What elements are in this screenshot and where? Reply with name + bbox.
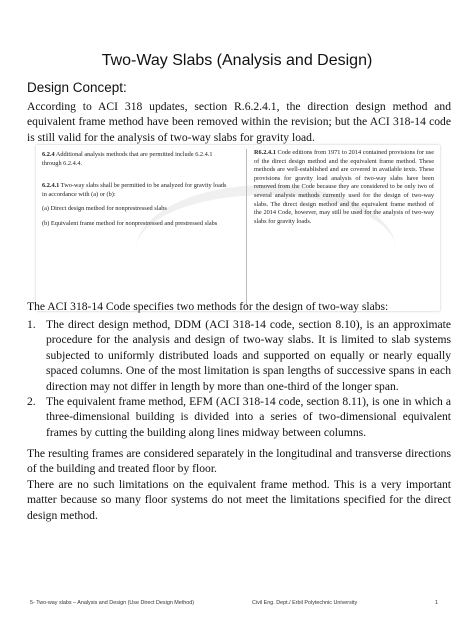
excerpt-top-text: Additional analysis methods that are permitted include 6.2.4.1 through 6.2.4.4. [42, 151, 213, 167]
methods-list [27, 317, 451, 440]
list-item-number: 2. [27, 395, 36, 409]
list-item-text: The direct design method, DDM (ACI 318-14 code, section 8.10), is an approximate procedure for the analysis and design of two-way slabs. It is limited to slab systems subjected to uniformly distributed loads and supported on equally or nearly equally spaced columns. One of the most limitation is span lengths of successive spans in each direction may not differ in length by more than one-third of the longer span. [46, 318, 451, 393]
excerpt-right-text: Code editions from 1971 to 2014 contained provisions for use of the direct design method and the equivalent frame method. These methods are well-established and are covered in available texts. These provisions for gravity load analysis of two-way slabs have been removed from the Code because they are considered to be only two of several analysis methods currently used for the design of two-way slabs. The direct design method and the equivalent frame method of the 2014 Code, however, may still be used for the analysis of two-way slabs for gravity loads. [254, 149, 435, 225]
excerpt-top-number: 6.2.4 [42, 151, 55, 158]
intro-paragraph: According to ACI 318 updates, section R.6.2.4.1, the direction design method and equivalent frame method have been removed within the revision; but the ACI 318-14 code is still valid for the analysis of two-way slabs for gravity load. [27, 100, 451, 144]
list-item [27, 317, 451, 394]
footer-department: Civil Eng. Dept./ Erbil Polytechnic University [252, 600, 358, 606]
list-item-text: The equivalent frame method, EFM (ACI 318-14 code, section 8.11), is one in which a three-dimensional building is divided into a series of two-dimensional equivalent frames by cutting the building along lines midway between columns. [46, 395, 451, 439]
no-limitations-paragraph: There are no such limitations on the equivalent frame method. This is a very important matter because so many floor systems do not meet the limitations specified for the direct design method. [27, 478, 451, 522]
list-item [27, 394, 451, 440]
excerpt-column-divider [246, 149, 247, 307]
excerpt-item-b: (b) Equivalent frame method for nonprestressed and prestressed slabs [42, 219, 218, 227]
page-title: Two-Way Slabs (Analysis and Design) [101, 52, 373, 69]
footer-page-number: 1 [435, 600, 438, 606]
excerpt-left-number: 6.2.4.1 [42, 182, 60, 189]
list-item-number: 1. [27, 318, 36, 331]
resulting-frames-paragraph: The resulting frames are considered separately in the longitudinal and transverse directions of the building and treated floor by floor. [27, 447, 451, 476]
code-excerpt-image [36, 145, 440, 311]
footer-course-title: 5- Two-way slabs – Analysis and Design (Use Direct Design Method) [30, 600, 195, 606]
excerpt-item-a: (a) Direct design method for nonprestressed slabs [42, 205, 167, 213]
excerpt-left-text: Two-way slabs shall be permitted to be analyzed for gravity loads in accordance with (a) or (b): [42, 182, 227, 198]
excerpt-left-paragraph [42, 182, 232, 199]
excerpt-right-column [254, 149, 434, 226]
excerpt-section-6-2-4 [42, 151, 232, 168]
section-heading: Design Concept: [27, 80, 127, 95]
methods-intro-paragraph: The ACI 318-14 Code specifies two methods for the design of two-way slabs: [27, 300, 389, 313]
excerpt-left-column [42, 182, 232, 234]
excerpt-right-number: R6.2.4.1 [254, 149, 276, 156]
